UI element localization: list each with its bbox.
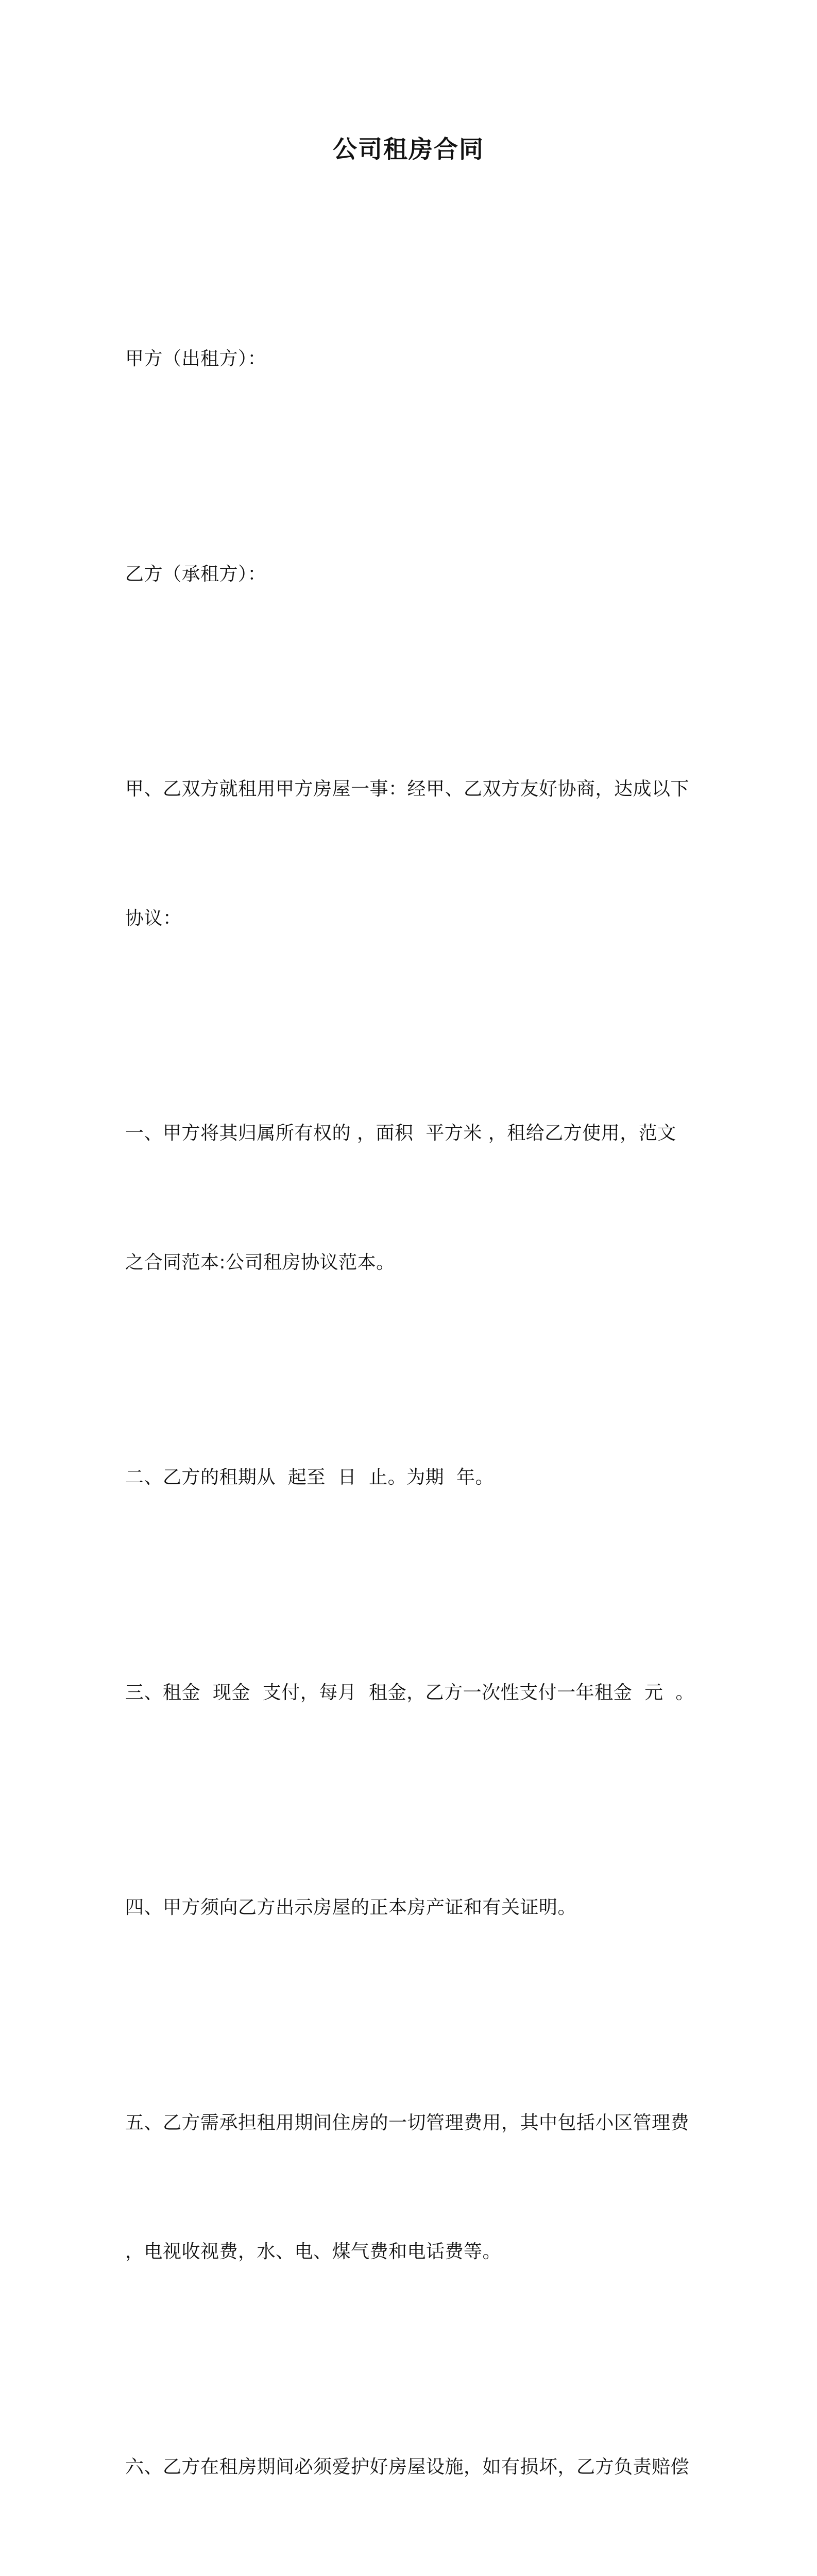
text-line: ，电视收视费，水、电、煤气费和电话费等。 <box>125 2230 702 2274</box>
text-line: 一、甲方将其归属所有权的 ，面积 平方米 ，租给乙方使用，范文 <box>125 1112 702 1155</box>
clause-3 <box>125 1585 702 1801</box>
text-line: 之合同范本:公司租房协议范本。 <box>125 1241 702 1284</box>
clause-2 <box>125 1370 702 1585</box>
text-line: 六、乙方在租房期间必须爱护好房屋设施，如有损坏，乙方负责赔偿 <box>125 2446 702 2489</box>
clause-6 <box>125 2360 702 2576</box>
preamble-paragraph <box>125 682 702 1026</box>
text-line: 乙方（承租方）： <box>125 553 702 596</box>
text-line: 甲、乙双方就租用甲方房屋一事：经甲、乙双方友好协商，达成以下 <box>125 768 702 811</box>
text-line: 二、乙方的租期从 起至 日 止。为期 年。 <box>125 1456 702 1499</box>
clause-1 <box>125 1026 702 1370</box>
party-a-line <box>125 251 702 467</box>
text-line: 四、甲方须向乙方出示房屋的正本房产证和有关证明。 <box>125 1886 702 1929</box>
text-line: 协议： <box>125 897 702 940</box>
clause-5 <box>125 2015 702 2360</box>
text-line: 甲方（出租方）： <box>125 337 702 381</box>
document-body <box>125 251 702 2576</box>
text-line: 三、租金 现金 支付，每月 租金，乙方一次性支付一年租金 元 。 <box>125 1671 702 1715</box>
document-title: 公司租房合同 <box>0 132 817 168</box>
document-page <box>0 0 817 1156</box>
text-line: 五、乙方需承担租用期间住房的一切管理费用，其中包括小区管理费 <box>125 2102 702 2145</box>
party-b-line <box>125 467 702 682</box>
clause-4 <box>125 1800 702 2015</box>
